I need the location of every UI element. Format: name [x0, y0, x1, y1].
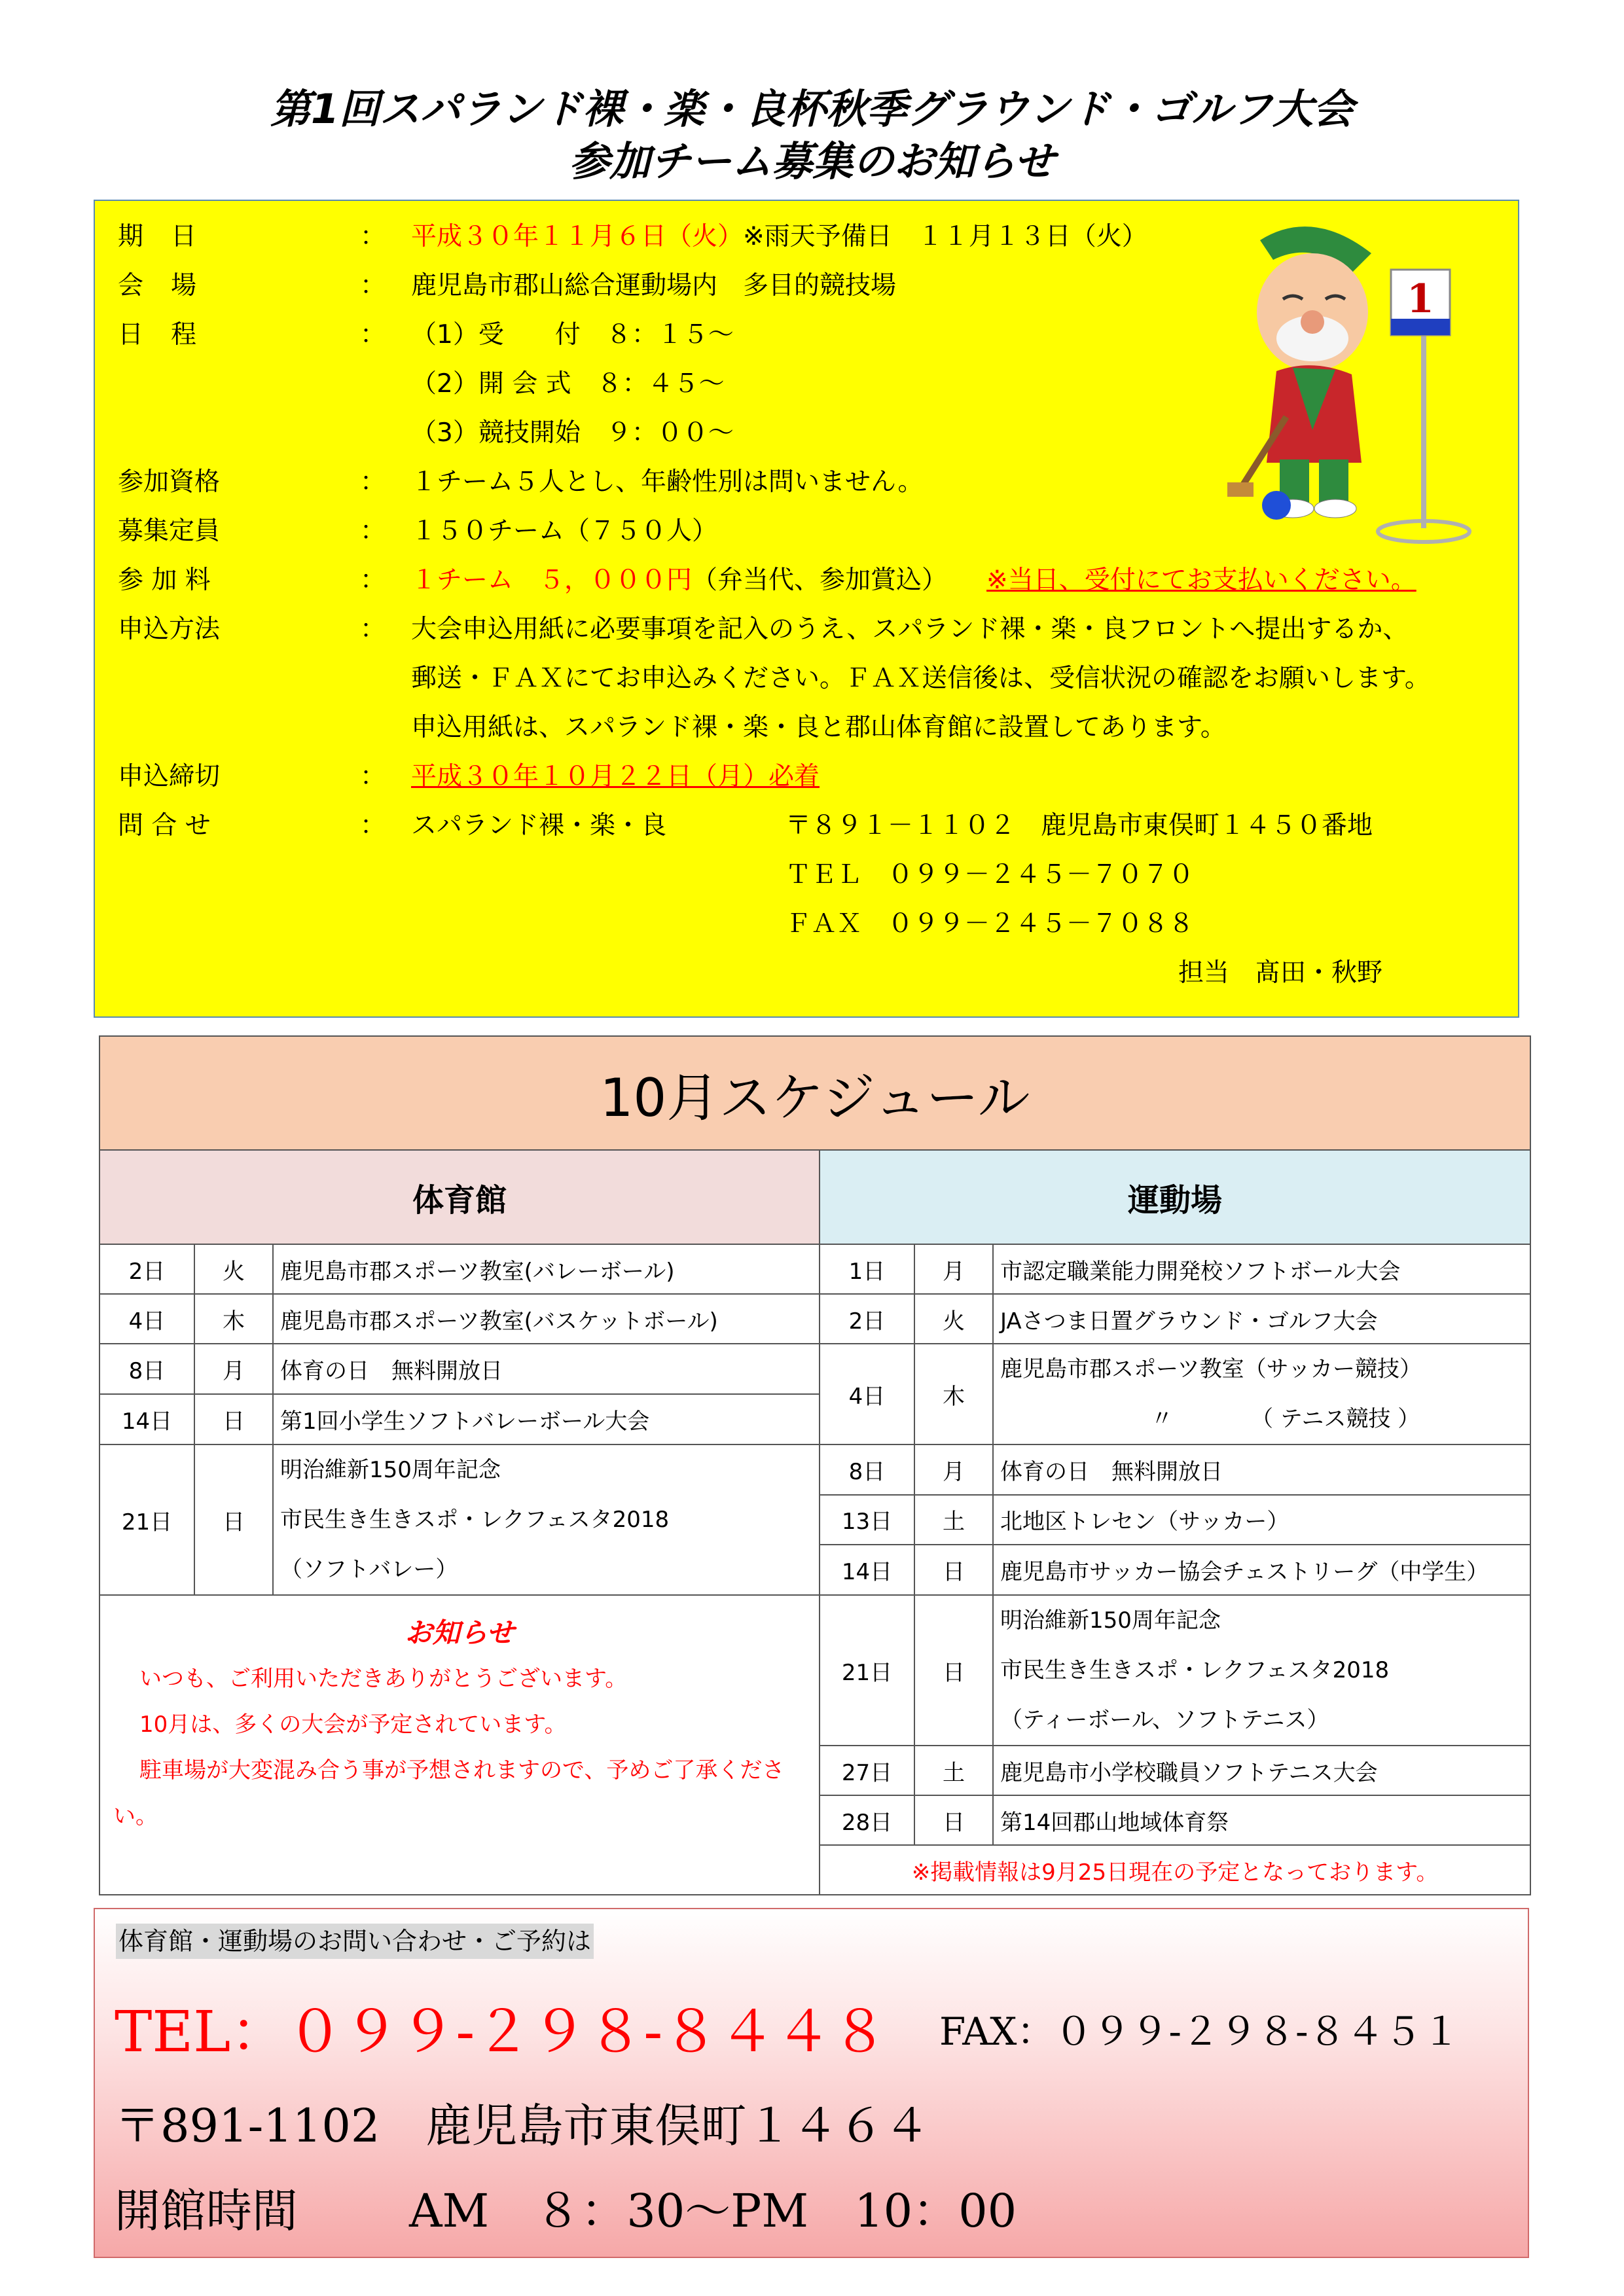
field-event-line: 鹿児島市郡スポーツ教室（サッカー競技） [1000, 1356, 1422, 1382]
colon: ： [360, 565, 386, 595]
opening-hours-label: 開館時間 [115, 2184, 298, 2238]
schedule-item-opening: （2）開 会 式 ８：４５～ [411, 369, 725, 399]
notice-line: いつも、ご利用いただきありがとうございます。 [139, 1666, 628, 1692]
field-event: JAさつま日置グラウンド・ゴルフ大会 [993, 1294, 1530, 1344]
field-day: 2日 [820, 1294, 914, 1344]
field-event: 市認定職業能力開発校ソフトボール大会 [993, 1244, 1530, 1294]
colon: ： [360, 222, 386, 251]
schedule-item-start: （3）競技開始 ９：００～ [411, 418, 734, 448]
gym-event: 鹿児島市郡スポーツ教室(バレーボール) [273, 1244, 820, 1294]
gym-dow: 木 [194, 1294, 273, 1344]
inquiry-name: スパランド裸・楽・良 [411, 811, 667, 840]
field-event-line: 〃 （ テニス競技 ） [1151, 1406, 1420, 1432]
golfer-leg-right [1319, 459, 1348, 505]
contact-tel: TEL：０９９-２９８-８４４８ [115, 2000, 888, 2065]
event-info-box [94, 200, 1519, 1018]
gym-event: 第1回小学生ソフトバレーボール大会 [273, 1394, 820, 1444]
apply-line-3: 申込用紙は、スパランド裸・楽・良と郡山体育館に設置してあります。 [411, 713, 1226, 742]
capacity-value: １５０チーム（７５０人） [411, 516, 718, 546]
opening-hours-value: AM ８：30～PM 10：00 [409, 2184, 1017, 2238]
colon: ： [360, 467, 386, 497]
inquiry-label: 問 合 せ [118, 811, 211, 840]
field-event: 鹿児島市小学校職員ソフトテニス大会 [993, 1746, 1530, 1795]
document-subtitle: 参加チーム募集のお知らせ [569, 137, 1055, 185]
schedule-item-reception: （1）受 付 ８：１５～ [411, 320, 734, 350]
field-day: 8日 [820, 1444, 914, 1495]
notice-box [99, 1595, 820, 1895]
rain-date: ※雨天予備日 １１月１３日（火） [743, 222, 1147, 251]
fee-label: 参 加 料 [118, 565, 211, 595]
field-dow: 火 [914, 1294, 993, 1344]
field-dow: 月 [914, 1244, 993, 1294]
table-row [99, 1244, 1530, 1294]
notice-line: 駐車場が大変混み合う事が予想されますので、予めご了承ください。 [113, 1757, 785, 1829]
notice-title: お知らせ [405, 1617, 514, 1649]
contact-intro: 体育館・運動場のお問い合わせ・ご予約は [116, 1924, 594, 1959]
gym-day: 8日 [99, 1344, 194, 1394]
field-day: 14日 [820, 1545, 914, 1595]
apply-label: 申込方法 [118, 615, 221, 644]
colon: ： [360, 762, 386, 791]
contact-address: 〒891-1102 鹿児島市東俣町１４６４ [115, 2099, 930, 2153]
inquiry-address: 〒８９１－１１０２ 鹿児島市東俣町１４５０番地 [785, 811, 1373, 840]
inquiry-fax: ＦＡＸ ０９９－２４５－７０８８ [785, 909, 1195, 939]
field-event: 北地区トレセン（サッカー） [993, 1495, 1530, 1545]
apply-line-2: 郵送・ＦＡＸにてお申込みください。ＦＡＸ送信後は、受信状況の確認をお願いします。 [411, 664, 1430, 693]
gym-dow: 火 [194, 1244, 273, 1294]
gym-event-line: 市民生き生きスポ・レクフェスタ2018 [280, 1507, 670, 1533]
golf-club-head [1227, 482, 1254, 497]
field-event: 鹿児島市サッカー協会チェストリーグ（中学生） [993, 1545, 1530, 1595]
table-row [99, 1344, 1530, 1394]
gym-day: 4日 [99, 1294, 194, 1344]
golfer-shoe-right [1314, 499, 1356, 518]
inquiry-staff: 担当 髙田・秋野 [1178, 958, 1383, 988]
venue-value: 鹿児島市郡山総合運動場内 多目的競技場 [411, 271, 897, 300]
schedule-heading: 10月スケジュール [99, 1036, 1530, 1150]
field-dow: 木 [914, 1344, 993, 1444]
field-event [993, 1595, 1530, 1746]
gym-dow: 月 [194, 1344, 273, 1394]
golfer-mascot-illustration [1221, 214, 1509, 554]
field-dow: 日 [914, 1795, 993, 1845]
gym-day: 14日 [99, 1394, 194, 1444]
fee-payment-note: ※当日、受付にてお支払いください。 [986, 565, 1416, 595]
capacity-label: 募集定員 [118, 516, 221, 546]
table-row [99, 1444, 1530, 1495]
contact-fax: FAX：０９９-２９８-８４５１ [939, 2009, 1460, 2054]
field-dow: 月 [914, 1444, 993, 1495]
field-dow: 土 [914, 1746, 993, 1795]
colon: ： [360, 320, 386, 350]
field-event-line: （ティーボール、ソフトテニス） [1000, 1707, 1329, 1733]
venue-label: 会場 [118, 271, 225, 300]
eligibility-value: １チーム５人とし、年齢性別は問いません。 [411, 467, 924, 497]
field-event: 第14回郡山地域体育祭 [993, 1795, 1530, 1845]
notice-line: 10月は、多くの大会が予定されています。 [139, 1712, 567, 1738]
october-schedule-table [99, 1035, 1531, 1895]
golfer-nose [1301, 310, 1324, 334]
gym-dow: 日 [194, 1444, 273, 1595]
date-label: 期日 [118, 222, 225, 251]
field-day: 28日 [820, 1795, 914, 1845]
gym-event: 体育の日 無料開放日 [273, 1344, 820, 1394]
field-day: 13日 [820, 1495, 914, 1545]
field-day: 4日 [820, 1344, 914, 1444]
colon: ： [360, 271, 386, 300]
apply-line-1: 大会申込用紙に必要事項を記入のうえ、スパランド裸・楽・良フロントへ提出するか、 [411, 615, 1409, 644]
golf-ball [1262, 491, 1291, 520]
facility-contact-box [94, 1908, 1529, 2258]
field-heading: 運動場 [820, 1150, 1530, 1244]
field-dow: 日 [914, 1545, 993, 1595]
fee-includes: （弁当代、参加賞込） [692, 565, 948, 595]
field-event-line: 明治維新150周年記念 [1000, 1607, 1221, 1634]
fee-amount: １チーム ５，０００円 [411, 565, 693, 595]
inquiry-tel: ＴＥＬ ０９９－２４５－７０７０ [785, 860, 1195, 889]
schedule-label: 日程 [118, 320, 225, 350]
field-day: 1日 [820, 1244, 914, 1294]
table-row [99, 1595, 1530, 1746]
field-event [993, 1344, 1530, 1444]
field-event-line: 市民生き生きスポ・レクフェスタ2018 [1000, 1657, 1390, 1683]
deadline-label: 申込締切 [118, 762, 221, 791]
field-dow: 日 [914, 1595, 993, 1746]
eligibility-label: 参加資格 [118, 467, 221, 497]
colon: ： [360, 811, 386, 840]
gym-event-line: （ソフトバレー） [280, 1556, 458, 1583]
colon: ： [360, 516, 386, 546]
gym-event-line: 明治維新150周年記念 [280, 1457, 501, 1483]
gym-day: 2日 [99, 1244, 194, 1294]
gym-event: 鹿児島市郡スポーツ教室(バスケットボール) [273, 1294, 820, 1344]
field-event: 体育の日 無料開放日 [993, 1444, 1530, 1495]
event-date: 平成３０年１１月６日（火） [411, 222, 744, 251]
field-day: 21日 [820, 1595, 914, 1746]
gym-heading: 体育館 [99, 1150, 820, 1244]
table-row [99, 1294, 1530, 1344]
schedule-footnote: ※掲載情報は9月25日現在の予定となっております。 [820, 1845, 1530, 1895]
gym-event [273, 1444, 820, 1595]
deadline-value: 平成３０年１０月２２日（月）必着 [411, 762, 820, 791]
document-title: 第1回スパランド裸・楽・良杯秋季グラウンド・ゴルフ大会 [270, 85, 1354, 133]
field-day: 27日 [820, 1746, 914, 1795]
gym-day: 21日 [99, 1444, 194, 1595]
colon: ： [360, 615, 386, 644]
field-dow: 土 [914, 1495, 993, 1545]
gym-dow: 日 [194, 1394, 273, 1444]
flag-number: 1 [1407, 276, 1434, 322]
